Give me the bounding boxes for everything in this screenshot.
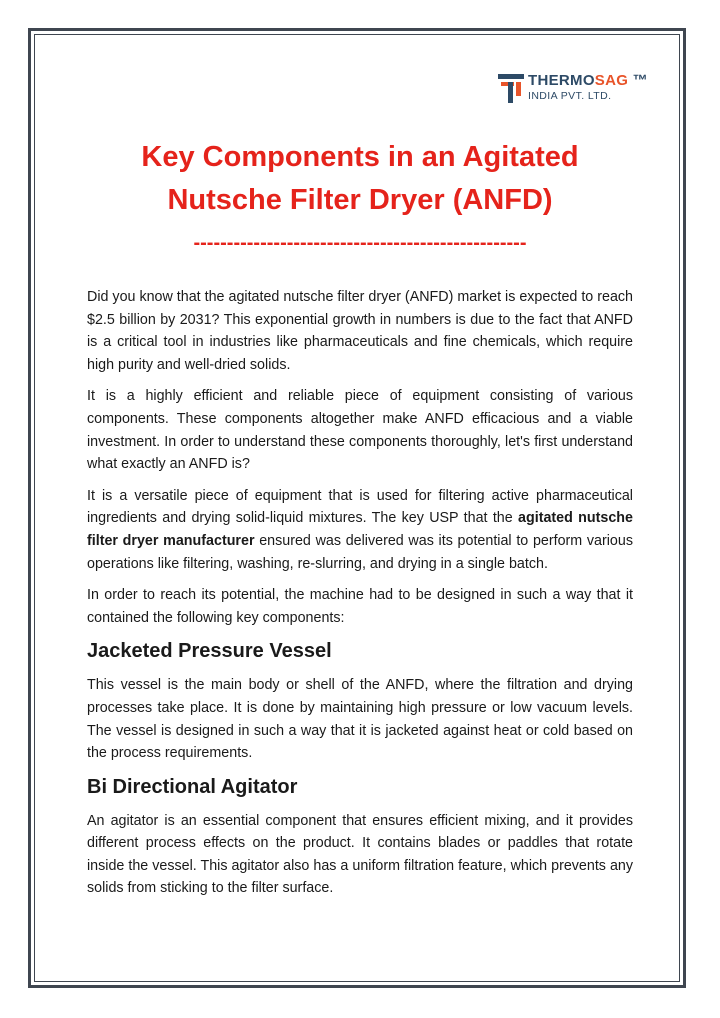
thermosag-logo-icon xyxy=(498,74,524,104)
paragraph-definition: It is a versatile piece of equipment that is used for filtering active pharmaceutical ingredients and drying solid-liquid mixtures. The key USP that the agitated nutsche filter dryer manufacturer ensured was delivered was its potential to perform various operations like filtering, washing, re-slurring, and drying in a single batch. xyxy=(87,487,633,572)
section-heading-vessel: Jacketed Pressure Vessel xyxy=(87,640,332,663)
paragraph-components-intro: In order to reach its potential, the machine had to be designed in such a way that it contained the following key components: xyxy=(87,587,633,626)
section-body-agitator: An agitator is an essential component that ensures efficient mixing, and it provides different process effects on the product. It contains blades or paddles that rotate inside the vessel. This agitator also has a uniform filtration feature, which prevents any solids from sticking to the filter surface. xyxy=(87,812,633,897)
paragraph-overview: It is a highly efficient and reliable piece of equipment consisting of various components. These components altogether make ANFD efficacious and a viable investment. In order to understand these components thoroughly, let's first understand what exactly an ANFD is? xyxy=(87,388,633,473)
brand-name: THERMOSAG ™ xyxy=(528,72,648,89)
bold-keyword: agitated nutsche filter dryer manufacturer xyxy=(87,510,633,549)
page-title xyxy=(60,136,660,222)
section-body-vessel: This vessel is the main body or shell of the ANFD, where the filtration and drying processes take place. It is done by maintaining high pressure or low vacuum levels. The vessel is designed in such a way that it is jacketed against heat or cold based on the process requirements. xyxy=(87,677,633,762)
title-divider: -------------------------------------------------- xyxy=(193,232,527,254)
paragraph-intro: Did you know that the agitated nutsche filter dryer (ANFD) market is expected to reach $2.5 billion by 2031? This exponential growth in numbers is due to the fact that ANFD is a critical tool in industries like pharmaceuticals and fine chemicals, which require high purity and well-dried solids. xyxy=(87,289,633,373)
company-logo xyxy=(498,72,648,106)
title-line-2: Nutsche Filter Dryer (ANFD) xyxy=(167,184,553,216)
section-heading-agitator: Bi Directional Agitator xyxy=(87,775,298,798)
article-body xyxy=(87,286,633,909)
title-line-1: Key Components in an Agitated xyxy=(141,141,579,173)
brand-subtitle: INDIA PVT. LTD. xyxy=(528,90,612,102)
